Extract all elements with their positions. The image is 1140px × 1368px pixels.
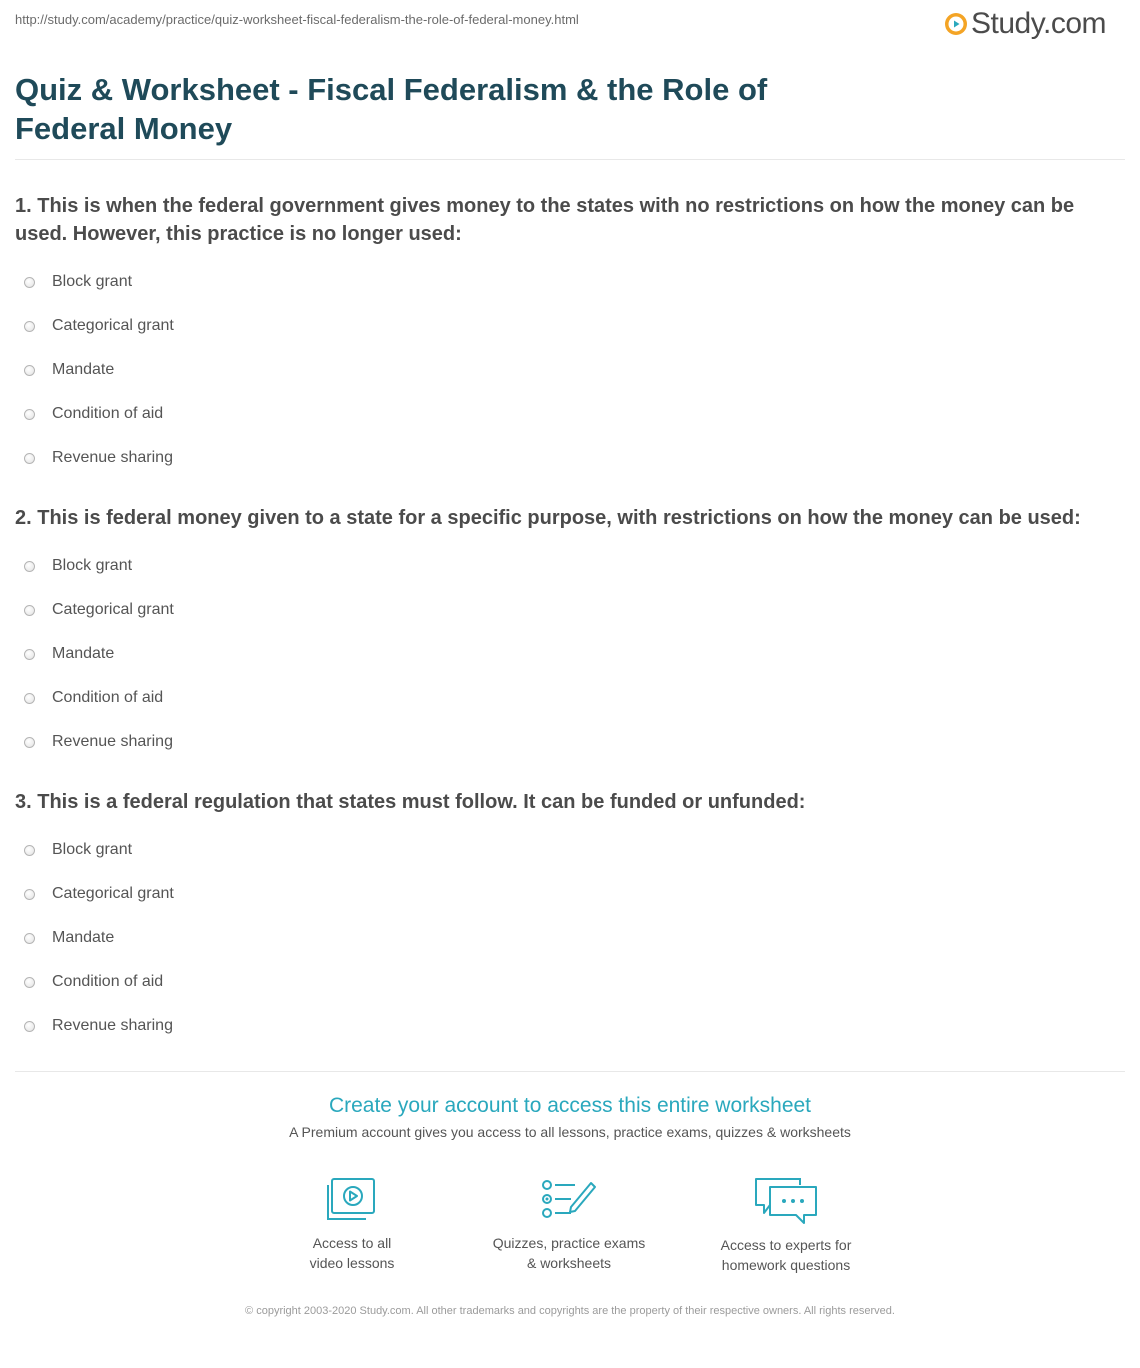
- study-logo[interactable]: [944, 6, 1106, 42]
- feature-line: Access to all: [312, 1235, 392, 1251]
- feature-line: video lessons: [309, 1255, 395, 1271]
- option-label: Revenue sharing: [52, 1017, 173, 1034]
- option-label: Revenue sharing: [52, 449, 173, 466]
- feature-experts: [686, 1175, 886, 1275]
- answer-options: [15, 828, 1115, 1048]
- feature-line: Quizzes, practice exams: [492, 1235, 646, 1251]
- option-label: Categorical grant: [52, 317, 174, 334]
- radio-button[interactable]: [24, 561, 35, 572]
- page-url: http://study.com/academy/practice/quiz-worksheet-fiscal-federalism-the-role-of-federal-money.html: [15, 12, 579, 27]
- answer-option[interactable]: [15, 436, 1115, 480]
- feature-line: homework questions: [721, 1257, 851, 1273]
- question-text: 2. This is federal money given to a state for a specific purpose, with restrictions on how the money can be used:: [15, 507, 1081, 529]
- option-label: Block grant: [52, 841, 133, 858]
- answer-option[interactable]: [15, 544, 1115, 588]
- radio-button[interactable]: [24, 453, 35, 464]
- option-label: Block grant: [52, 557, 133, 574]
- answer-option[interactable]: [15, 916, 1115, 960]
- option-label: Condition of aid: [52, 973, 164, 990]
- option-label: Mandate: [52, 929, 115, 946]
- option-label: Mandate: [52, 645, 115, 662]
- page-title: Quiz & Worksheet - Fiscal Federalism & the Role of Federal Money: [15, 72, 768, 146]
- video-play-icon: [326, 1175, 378, 1223]
- radio-button[interactable]: [24, 977, 35, 988]
- answer-option[interactable]: [15, 720, 1115, 764]
- title-divider: [15, 159, 1125, 160]
- option-label: Block grant: [52, 273, 133, 290]
- radio-button[interactable]: [24, 321, 35, 332]
- radio-button[interactable]: [24, 649, 35, 660]
- option-label: Condition of aid: [52, 689, 164, 706]
- answer-option[interactable]: [15, 828, 1115, 872]
- logo-text: Study.com: [971, 7, 1106, 40]
- quiz-checklist-icon: [541, 1175, 597, 1223]
- option-label: Categorical grant: [52, 601, 174, 618]
- radio-button[interactable]: [24, 605, 35, 616]
- question-2: [15, 504, 1115, 764]
- cta-subtitle: A Premium account gives you access to all lessons, practice exams, quizzes & worksheets: [289, 1124, 851, 1140]
- radio-button[interactable]: [24, 737, 35, 748]
- question-3: [15, 788, 1115, 1048]
- answer-option[interactable]: [15, 960, 1115, 1004]
- option-label: Mandate: [52, 361, 115, 378]
- feature-video-lessons: [252, 1175, 452, 1273]
- answer-option[interactable]: [15, 676, 1115, 720]
- answer-option[interactable]: [15, 392, 1115, 436]
- feature-text: [686, 1235, 886, 1275]
- chat-bubble-icon: [754, 1175, 818, 1225]
- feature-line: & worksheets: [526, 1255, 612, 1271]
- answer-option[interactable]: [15, 1004, 1115, 1048]
- question-1: [15, 192, 1115, 480]
- answer-option[interactable]: [15, 588, 1115, 632]
- option-label: Categorical grant: [52, 885, 174, 902]
- feature-quizzes: [469, 1175, 669, 1273]
- radio-button[interactable]: [24, 933, 35, 944]
- radio-button[interactable]: [24, 693, 35, 704]
- feature-line: Access to experts for: [720, 1237, 852, 1253]
- feature-text: [469, 1233, 669, 1273]
- answer-option[interactable]: [15, 872, 1115, 916]
- answer-options: [15, 260, 1115, 480]
- answer-option[interactable]: [15, 260, 1115, 304]
- feature-text: [252, 1233, 452, 1273]
- copyright-footer: © copyright 2003-2020 Study.com. All other trademarks and copyrights are the property of their respective owners. All rights reserved.: [245, 1305, 895, 1317]
- question-text: 3. This is a federal regulation that states must follow. It can be funded or unfunded:: [15, 791, 806, 813]
- option-label: Revenue sharing: [52, 733, 173, 750]
- radio-button[interactable]: [24, 365, 35, 376]
- radio-button[interactable]: [24, 1021, 35, 1032]
- create-account-link[interactable]: Create your account to access this entire worksheet: [328, 1094, 812, 1117]
- question-text: 1. This is when the federal government gives money to the states with no restrictions on how the money can be used. However, this practice is no longer used:: [15, 195, 1075, 245]
- answer-option[interactable]: [15, 632, 1115, 676]
- radio-button[interactable]: [24, 277, 35, 288]
- radio-button[interactable]: [24, 409, 35, 420]
- answer-option[interactable]: [15, 348, 1115, 392]
- option-label: Condition of aid: [52, 405, 164, 422]
- radio-button[interactable]: [24, 889, 35, 900]
- answer-options: [15, 544, 1115, 764]
- play-logo-icon: [944, 12, 968, 36]
- radio-button[interactable]: [24, 845, 35, 856]
- cta-divider: [15, 1071, 1125, 1072]
- answer-option[interactable]: [15, 304, 1115, 348]
